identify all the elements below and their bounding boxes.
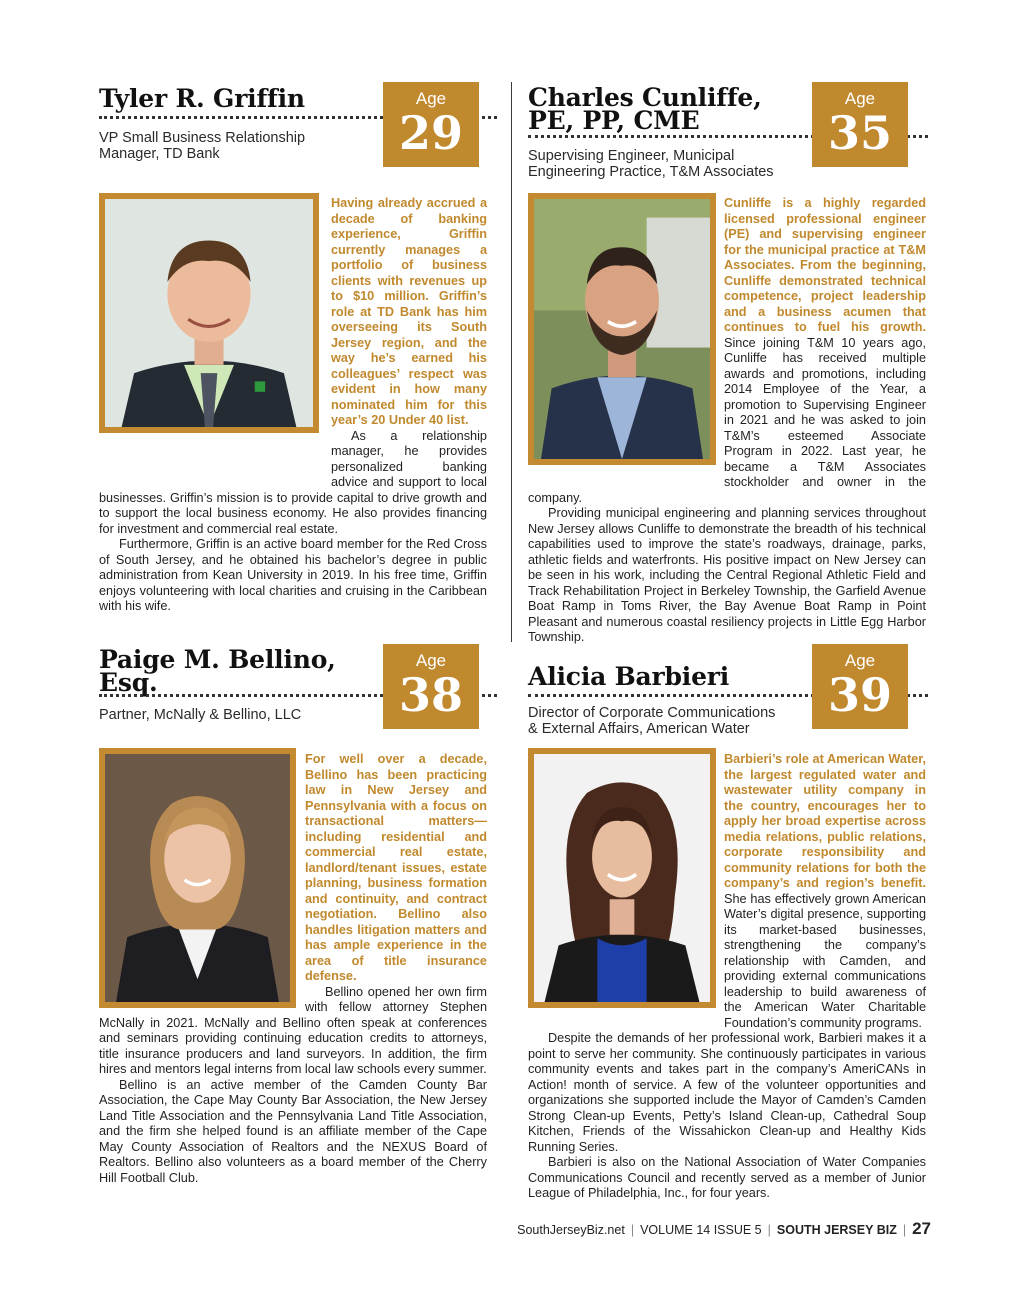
profile-name: Tyler R. Griffin [99, 84, 305, 113]
bio-lead: For well over a decade, Bellino has been practicing law in New Jersey and Pennsylvania with a focus on transactional matters—including residential and commercial real estate, landlord/tenant issues, estate planning, business formation and continuity, and contract negotiation. Bellino also handles litigation matters and has ample experience in the area of title insurance defense. [305, 752, 487, 983]
profile-title: Supervising Engineer, Municipal Engineering Practice, T&M Associates [528, 148, 774, 180]
profile-title: Partner, McNally & Bellino, LLC [99, 707, 302, 723]
age-badge: Age 38 [383, 644, 479, 729]
bio-lead: Having already accrued a decade of banking experience, Griffin currently manages a portfolio of business clients with revenues up to $10 million. Griffin’s role at TD Bank has him overseeing its South Jersey region, and the way he’s earned his colleagues’ respect was evident in how many nominated him for this year’s 20 Under 40 list. [331, 196, 487, 427]
profile-bio [99, 196, 487, 615]
profile-name: Charles Cunliffe, PE, PP, CME [528, 83, 762, 135]
bio-lead: Cunliffe is a highly regarded licensed professional engineer (PE) and supervising engineer for the municipal practice at T&M Associates. From the beginning, Cunliffe demonstrated technical competence, project leadership and a business acumen that continues to fuel his growth. Since joining T&M 10 years ago, Cunliffe has received multiple awards and promotions, including 2014 Employee of the Year, a promotion to Supervising Engineer in 2021 and he was asked to join T&M’s esteemed Associate Program in 2022. Last year, he became a T&M Associates stockholder and owner in the company. [528, 196, 926, 505]
age-badge: Age 29 [383, 82, 479, 167]
profile-title: VP Small Business Relationship Manager, TD Bank [99, 130, 306, 162]
bio-paragraph: As a relationship manager, he provides personalized banking advice and support to local businesses. Griffin’s mission is to provide capital to drive growth and to support the local business economy. He also provides financing for investment and commercial real estate. [99, 428, 487, 536]
page-footer: SouthJerseyBiz.net | VOLUME 14 ISSUE 5 | SOUTH JERSEY BIZ | 27 [517, 1219, 931, 1238]
column-divider [511, 82, 512, 642]
age-badge: Age 39 [812, 644, 908, 729]
footer-site: SouthJerseyBiz.net [517, 1223, 625, 1237]
bio-paragraph: Furthermore, Griffin is an active board member for the Red Cross of South Jersey, and he obtained his bachelor’s degree in public administration from Kean University in 2019. In his free time, Griffin enjoys volunteering with local charities and cruising in the Caribbean with his wife. [99, 537, 487, 613]
profile-name: Alicia Barbieri [528, 662, 730, 691]
footer-brand: SOUTH JERSEY BIZ [776, 1223, 897, 1237]
profile-bio [99, 752, 487, 1186]
bio-paragraph: Bellino opened her own firm with fellow attorney Stephen McNally in 2021. McNally and Bellino often speak at conferences and seminars providing continuing education credits to attorneys, title insurance producers and land surveyors. In addition, the firm hires and mentors legal interns from local law schools every summer. [99, 984, 487, 1076]
bio-paragraph: Bellino is an active member of the Camden County Bar Association, the Cape May County Bar Association, the New Jersey Land Title Association and the Pennsylvania Land Title Association, and the firm she helped found is an affiliate member of the Cape May County Association of Realtors and the NEXUS Board of Realtors. Bellino also volunteers as a board member of the Cherry Hill Football Club. [99, 1077, 487, 1185]
footer-issue: VOLUME 14 ISSUE 5 [640, 1223, 762, 1237]
bio-paragraph: Providing municipal engineering and planning services throughout New Jersey allows Cunliffe to demonstrate the breadth of his technical capabilities used to improve the state’s roadways, drainage, parks, athletic fields and waterfronts. His positive impact on New Jersey can be seen in his work, including the Central Regional Athletic Field and Track Rehabilitation Project in Berkeley Township, the Garfield Avenue Boat Ramp in Toms River, the Bay Avenue Boat Ramp in Point Pleasant and numerous coastal resiliency projects in Little Egg Harbor Township. [528, 506, 926, 644]
profile-bio [528, 752, 926, 1202]
bio-paragraph: Barbieri is also on the National Association of Water Companies Communications Council and recently served as a member of Junior League of Philadelphia, Inc., for four years. [528, 1155, 926, 1200]
profile-name: Paige M. Bellino, Esq. [99, 645, 336, 697]
profile-bio [528, 196, 926, 646]
age-badge: Age 35 [812, 82, 908, 167]
bio-lead: Barbieri’s role at American Water, the largest regulated water and wastewater utility company in the country, encourages her to apply her broad expertise across media relations, public relations, corporate responsibility and community relations for both the company’s and region’s benefit. She has effectively grown American Water’s digital presence, supporting its market-based businesses, strengthening the company’s relationship with Camden, and providing external communications leadership to build awareness of the American Water Charitable Foundation’s community programs. [724, 752, 926, 1030]
profile-title: Director of Corporate Communications & External Affairs, American Water [528, 705, 776, 737]
page-number: 27 [912, 1219, 931, 1238]
bio-paragraph: Despite the demands of her professional work, Barbieri makes it a point to serve her community. She continuously participates in various community events and takes part in the company’s AmeriCANs in Action! month of service. A few of the volunteer opportunities and organizations she supported include the Mayor of Camden’s Camden Strong Clean-up Events, Petty’s Island Clean-up, Cathedral Soup Kitchen, Friends of the Wissahickon Clean-up and Healthy Kids Running Series. [528, 1031, 926, 1154]
